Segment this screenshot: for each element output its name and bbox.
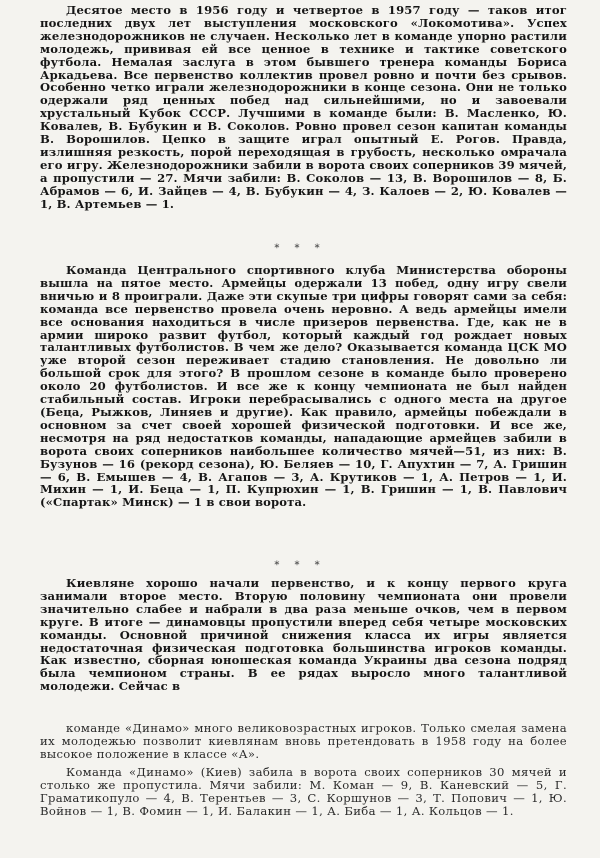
paragraph-dynamo-youth: команде «Динамо» много великовозрастных игроков. Только смелая замена их молодежью позволит киевлянам вновь претендовать в 1958 году на более высокое положение в классе «А». <box>40 721 567 761</box>
paragraph-lokomotiv: Десятое место в 1956 году и четвертое в 1957 году — таков итог последних двух лет выступления московского «Локомотива». Успех железнодорожников не случаен. Несколько лет в команде упорно растили молодежь, прививая ей все ценное в технике и тактике советского футбола. Немалая заслуга в этом бывшего тренера команды Бориса Аркадьева. Все первенство коллектив провел ровно и почти без срывов. Особенно четко играли железнодорожники в конце сезона. Они не только одержали ряд ценных побед над сильнейшими, но и завоевали хрустальный Кубок СССР. Лучшими в команде были: В. Масленко, Ю. Ковалев, В. Бубукин и В. Соколов. Ровно провел сезон капитан команды В. Ворошилов. Цепко в защите играл опытный Е. Рогов. Правда, излишняя резкость, порой переходящая в грубость, несколько омрачала его игру. Железнодорожники забили в ворота своих соперников 39 мячей, а пропустили — 27. Мячи забили: В. Соколов — 13, В. Ворошилов — 8, Б. Абрамов — 6, И. Зайцев — 4, В. Бубукин — 4, З. Калоев — 2, Ю. Ковалев — 1, В. Артемьев — 1. <box>40 3 568 211</box>
section-separator: * * * <box>274 243 326 254</box>
paragraph-dynamo-scorers: Команда «Динамо» (Киев) забила в ворота своих соперников 30 мячей и столько же пропустила. Мячи забили: М. Коман — 9, В. Каневский — 5, Г. Граматикопуло — 4, В. Терентьев — 3, С. Коршунов — 3, Т. Попович — 1, Ю. Войнов — 1, В. Фомин — 1, И. Балакин — 1, А. Биба — 1, А. Кольцов — 1. <box>40 765 567 818</box>
section-separator: * * * <box>274 560 326 571</box>
paragraph-dynamo-kiev: Киевляне хорошо начали первенство, и к концу первого круга занимали второе место. Вторую половину чемпионата они провели значительно слабее и набрали в два раза меньше очков, чем в первом круге. В итоге — динамовцы пропустили вперед себя четыре московских команды. Основной причиной снижения класса их игры является недостаточная физическая подготовка большинства игроков команды. Как известно, сборная юношеская команда Украины два сезона подряд была чемпионом страны. В ее рядах выросло много талантливой молодежи. Сейчас в <box>40 576 567 694</box>
paragraph-csk-mo: Команда Центрального спортивного клуба Министерства обороны вышла на пятое место. Армейцы одержали 13 побед, одну игру свели вничью и 8 проиграли. Даже эти скупые три цифры говорят сами за себя: команда все первенство провела очень неровно. А ведь армейцы имели все основания находиться в числе призеров первенства. Где, как не в армии широко развит футбол, который каждый год рождает новых талантливых футболистов. В чем же дело? Оказывается команда ЦСК МО уже второй сезон переживает стадию становления. Не довольно ли большой срок для этого? В прошлом сезоне в команде было проверено около 20 футболистов. И все же к концу чемпионата не был найден стабильный состав. Игроки перебрасывались с одного места на другое (Беца, Рыжков, Линяев и другие). Как правило, армейцы побеждали в основном за счет своей хорошей физической подготовки. И все же, несмотря на ряд недостатков команды, нападающие армейцев забили в ворота своих соперников наибольшее количество мячей—51, из них: В. Бузунов — 16 (рекорд сезона), Ю. Беляев — 10, Г. Апухтин — 7, А. Гришин — 6, В. Емышев — 4, В. Агапов — 3, А. Крутиков — 1, А. Петров — 1, И. Михин — 1, И. Беца — 1, П. Купрюхин — 1, В. Гришин — 1, В. Павлович («Спартак» Минск) — 1 в свои ворота. <box>40 263 567 510</box>
